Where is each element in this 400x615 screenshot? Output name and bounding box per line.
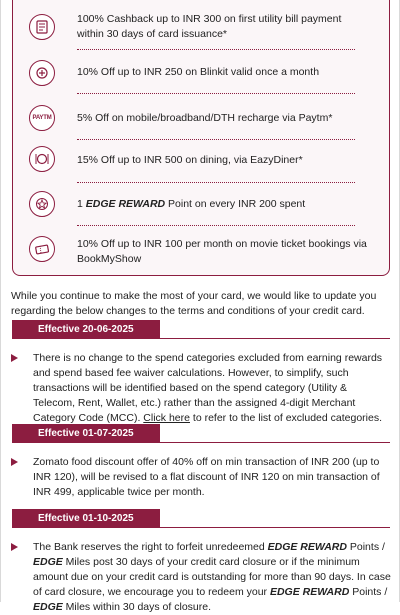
reward-star-icon: [29, 191, 55, 217]
divider: [77, 139, 355, 140]
intro-paragraph: While you continue to make the most of your card, we would like to update you regarding the below changes to the terms and conditions of your credit card.: [11, 290, 377, 317]
divider: [77, 49, 355, 50]
bill-icon: [29, 14, 55, 40]
divider: [160, 527, 390, 528]
edge-reward-brand: EDGE REWARD: [85, 198, 166, 210]
bullet-arrow-icon: [11, 458, 18, 466]
benefit-text: 100% Cashback up to INR 300 on first utility bill payment within 30 days of card issuance*: [77, 13, 342, 40]
bullet-arrow-icon: [11, 543, 18, 551]
benefit-text: 5% Off on mobile/broadband/DTH recharge via Paytm*: [77, 112, 333, 124]
section-heading: Effective 01-10-2025: [12, 509, 160, 528]
divider: [77, 225, 355, 226]
blinkit-icon: [29, 60, 55, 86]
divider: [77, 182, 355, 183]
benefit-text: 1 EDGE REWARD Point on every INR 200 spent: [77, 198, 306, 210]
benefit-text: 15% Off up to INR 500 on dining, via EazyDiner*: [77, 154, 303, 166]
benefit-text: 10% Off up to INR 100 per month on movie ticket bookings via BookMyShow: [77, 238, 367, 265]
email-body: 100% Cashback up to INR 300 on first utility bill payment within 30 days of card issuance* 10% Off up to INR 250 on Blinkit valid once a month PAYTM 5% Off on mobile/broadband/DTH recharge via Paytm* 15% Off up to INR 500 on dining, via EazyDiner* 1 EDGE REWARD Point on every INR 200 spent 10% Off up to INR 100 per month on movie ticket bookings via BookMyShow While you continue to make the most of your card, we would like to update you regarding the below changes to the terms and conditions of your credit card. Effective 20-06-2025 There is no change to the spend categories excluded from earning rewards and spend based fee waiver calculations. However, to simplify, such transactions will be identified based on the spend category (Utility & Telecom, Rent, Wallet, etc.) rather than the assigned 4-digit Merchant Category Code (MCC). Click here to refer to the list of excluded categories. Effective 01-07-2025 Zomato food discount offer of 40% off on min transaction of INR 200 (up to INR 120), will be revised to a flat discount of INR 120 on min transaction of INR 499, applicable twice per month. Effective 01-10-2025 The Bank reserves the right to forfeit unredeemed EDGE REWARD Points / EDGE Miles post 30 days of your credit card closure or if the minimum amount due on your credit card is outstanding for more than 90 days. In case of card closure, we encourage you to redeem your EDGE REWARD Points / EDGE Miles within 30 days of closure.: [0, 0, 400, 602]
divider: [77, 93, 355, 94]
divider: [160, 338, 390, 339]
paytm-icon: PAYTM: [29, 105, 55, 131]
dining-icon: [29, 146, 55, 172]
section-heading: Effective 01-07-2025: [12, 424, 160, 443]
excluded-categories-link[interactable]: Click here: [143, 412, 190, 424]
benefits-panel: [12, 0, 390, 276]
section-heading: Effective 20-06-2025: [12, 320, 160, 339]
benefit-text: 10% Off up to INR 250 on Blinkit valid once a month: [77, 66, 320, 78]
bullet-arrow-icon: [11, 354, 18, 362]
movie-ticket-icon: [29, 236, 55, 262]
divider: [160, 442, 390, 443]
